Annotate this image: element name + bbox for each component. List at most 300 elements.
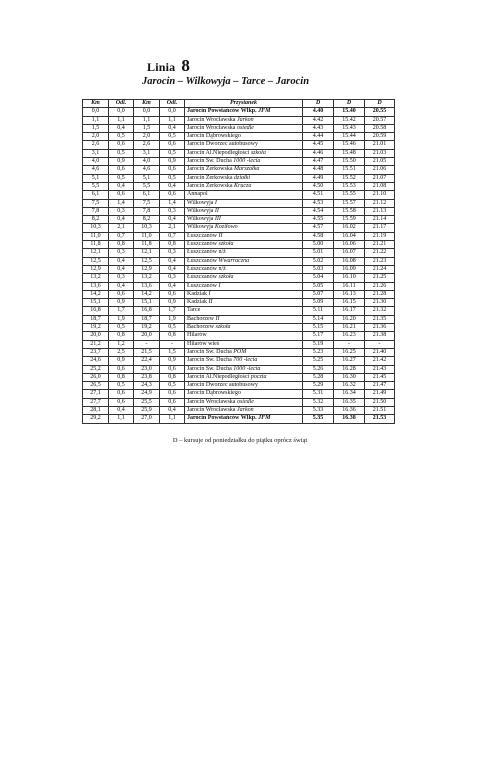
- stop-name-main: Łuszczanów: [187, 257, 219, 264]
- odl-cell: 0,5: [109, 174, 134, 182]
- odl-cell: 0,4: [160, 182, 185, 190]
- departure-time: 21.45: [365, 373, 395, 381]
- departure-time: 4.54: [303, 207, 334, 215]
- departure-time: 4.57: [303, 224, 334, 232]
- odl-cell: 0,3: [109, 207, 134, 215]
- departure-time: 21.40: [365, 348, 395, 356]
- stop-name: [185, 108, 303, 116]
- stop-name: [185, 191, 303, 199]
- km-cell: 20,0: [134, 332, 160, 340]
- km-cell: 18,7: [134, 315, 160, 323]
- departure-time: 16.36: [334, 406, 365, 414]
- stop-name: [185, 398, 303, 406]
- stop-name-main: Jarocin Dąbrowskiego: [187, 133, 241, 140]
- odl-cell: 0,7: [109, 232, 134, 240]
- departure-time: 21.07: [365, 174, 395, 182]
- odl-cell: 0,3: [160, 274, 185, 282]
- odl-cell: 2,1: [160, 224, 185, 232]
- km-cell: 13,2: [83, 274, 109, 282]
- table-row: [83, 207, 395, 215]
- stop-name-detail: Jarkon: [236, 406, 254, 413]
- stop-name-detail: szkoła: [218, 241, 234, 248]
- stop-name-main: Hilarów: [187, 332, 207, 339]
- odl-cell: 0,5: [160, 149, 185, 157]
- km-cell: 16,8: [83, 307, 109, 315]
- stop-name-main: Wilkowyja: [187, 216, 215, 223]
- odl-cell: 1,1: [109, 415, 134, 423]
- departure-time: 16.25: [334, 348, 365, 356]
- col-header-odl-1: Odl.: [109, 100, 134, 108]
- stop-name-main: Hilarów wieś: [187, 340, 220, 347]
- km-cell: 26,5: [83, 382, 109, 390]
- stop-name-main: Wilkowyja: [187, 224, 215, 231]
- departure-time: 5.07: [303, 290, 334, 298]
- departure-time: 15.48: [334, 149, 365, 157]
- odl-cell: 0,4: [160, 406, 185, 414]
- odl-cell: 0,0: [109, 108, 134, 116]
- table-row: [83, 182, 395, 190]
- stop-name-detail: II: [215, 315, 220, 322]
- odl-cell: 1,1: [109, 116, 134, 124]
- km-cell: 15,1: [83, 299, 109, 307]
- departure-time: 21.14: [365, 216, 395, 224]
- km-cell: 16,8: [134, 307, 160, 315]
- km-cell: 23,0: [134, 365, 160, 373]
- stop-name: [185, 340, 303, 348]
- departure-time: 4.55: [303, 216, 334, 224]
- km-cell: 21,2: [83, 340, 109, 348]
- km-cell: 2,6: [134, 141, 160, 149]
- stop-name: [185, 315, 303, 323]
- odl-cell: 0,4: [160, 265, 185, 273]
- odl-cell: 0,6: [160, 166, 185, 174]
- departure-time: 5.00: [303, 241, 334, 249]
- km-cell: 11,0: [134, 232, 160, 240]
- odl-cell: 0,4: [109, 216, 134, 224]
- departure-time: 16.06: [334, 241, 365, 249]
- odl-cell: 0,6: [109, 398, 134, 406]
- departure-time: 4.44: [303, 133, 334, 141]
- odl-cell: 0,9: [160, 158, 185, 166]
- departure-time: 16.28: [334, 365, 365, 373]
- stop-name-detail: 1000 -lecia: [233, 158, 261, 165]
- departure-time: 5.04: [303, 274, 334, 282]
- stop-name-detail: II: [208, 299, 213, 306]
- departure-time: 20.57: [365, 116, 395, 124]
- km-cell: 25,5: [134, 398, 160, 406]
- km-cell: 1,1: [134, 116, 160, 124]
- odl-cell: 0,6: [160, 141, 185, 149]
- departure-time: 5.23: [303, 348, 334, 356]
- stop-name-main: Kadziak: [187, 299, 209, 306]
- km-cell: 25,2: [83, 365, 109, 373]
- odl-cell: 1,9: [160, 315, 185, 323]
- departure-time: 5.33: [303, 406, 334, 414]
- departure-time: 16.21: [334, 324, 365, 332]
- departure-time: 16.10: [334, 274, 365, 282]
- odl-cell: 1,5: [160, 348, 185, 356]
- odl-cell: 0,8: [109, 332, 134, 340]
- km-cell: 24,3: [134, 382, 160, 390]
- departure-time: 21.01: [365, 141, 395, 149]
- col-header-d-1: D: [303, 100, 334, 108]
- odl-cell: 0,6: [160, 398, 185, 406]
- stop-name: [185, 332, 303, 340]
- stop-name: [185, 158, 303, 166]
- table-row: [83, 315, 395, 323]
- departure-time: 4.50: [303, 182, 334, 190]
- departure-time: 15.42: [334, 116, 365, 124]
- col-header-odl-2: Odl.: [160, 100, 185, 108]
- departure-time: 21.53: [365, 415, 395, 423]
- table-row: [83, 332, 395, 340]
- stop-name: [185, 265, 303, 273]
- odl-cell: 0,9: [109, 299, 134, 307]
- departure-time: 16.23: [334, 332, 365, 340]
- stop-name: [185, 373, 303, 381]
- km-cell: 12,5: [134, 257, 160, 265]
- odl-cell: -: [160, 340, 185, 348]
- departure-time: 21.35: [365, 315, 395, 323]
- table-row: [83, 357, 395, 365]
- stop-name-detail: I: [208, 290, 211, 297]
- table-row: [83, 108, 395, 116]
- departure-time: 5.01: [303, 249, 334, 257]
- km-cell: 4,6: [134, 166, 160, 174]
- departure-time: 21.10: [365, 191, 395, 199]
- table-row: [83, 373, 395, 381]
- odl-cell: 0,4: [160, 282, 185, 290]
- stop-name-main: Wilkowyja: [187, 207, 215, 214]
- departure-time: 21.28: [365, 290, 395, 298]
- odl-cell: 0,6: [109, 166, 134, 174]
- stop-name-main: Jarocin Powstańców Wlkp.: [187, 415, 259, 422]
- departure-time: 16.17: [334, 307, 365, 315]
- departure-time: 21.30: [365, 299, 395, 307]
- odl-cell: 0,5: [160, 174, 185, 182]
- departure-time: 15.46: [334, 141, 365, 149]
- stop-name-detail: 1000 -lecia: [233, 365, 261, 372]
- table-row: [83, 415, 395, 423]
- stop-name: [185, 199, 303, 207]
- departure-time: 5.02: [303, 257, 334, 265]
- km-cell: 6,1: [134, 191, 160, 199]
- departure-time: 5.17: [303, 332, 334, 340]
- departure-time: 5.29: [303, 382, 334, 390]
- stop-name: [185, 307, 303, 315]
- col-header-d-3: D: [365, 100, 395, 108]
- stop-name-main: Jarocin Żerkowska: [187, 182, 234, 189]
- col-header-km-2: Km: [134, 100, 160, 108]
- footnote: D – kursuje od poniedziałku do piątku oprócz świąt: [172, 437, 308, 444]
- departure-time: 5.19: [303, 340, 334, 348]
- stop-name: [185, 174, 303, 182]
- departure-time: 21.08: [365, 182, 395, 190]
- stop-name-detail: III: [214, 216, 221, 223]
- odl-cell: 1,4: [109, 199, 134, 207]
- odl-cell: 1,1: [160, 415, 185, 423]
- odl-cell: 0,8: [109, 373, 134, 381]
- departure-time: 20.55: [365, 108, 395, 116]
- stop-name-main: Jarocin Dworzec autobusowy: [187, 382, 258, 389]
- odl-cell: 0,4: [160, 124, 185, 132]
- odl-cell: 0,5: [160, 324, 185, 332]
- km-cell: 12,1: [134, 249, 160, 257]
- stop-name: [185, 241, 303, 249]
- stop-name-detail: poczta: [250, 373, 267, 380]
- departure-time: 15.57: [334, 199, 365, 207]
- table-row: [83, 249, 395, 257]
- stop-name: [185, 365, 303, 373]
- km-cell: 19,2: [134, 324, 160, 332]
- odl-cell: 0,6: [109, 390, 134, 398]
- odl-cell: 0,4: [109, 265, 134, 273]
- stop-name: [185, 390, 303, 398]
- departure-time: 15.52: [334, 174, 365, 182]
- departure-time: 21.43: [365, 365, 395, 373]
- departure-time: 4.42: [303, 116, 334, 124]
- table-row: [83, 241, 395, 249]
- timetable-header: [83, 100, 395, 108]
- stop-name-main: Jarocin Żerkowska: [187, 174, 234, 181]
- stop-name-main: Jarocin Dąbrowskiego: [187, 390, 241, 397]
- departure-time: 5.14: [303, 315, 334, 323]
- km-cell: 5,5: [134, 182, 160, 190]
- odl-cell: 2,1: [109, 224, 134, 232]
- table-row: [83, 365, 395, 373]
- odl-cell: 0,4: [109, 182, 134, 190]
- stop-name-detail: Krucza: [233, 182, 252, 189]
- departure-time: 16.13: [334, 290, 365, 298]
- km-cell: 3,1: [83, 149, 109, 157]
- odl-cell: 1,2: [109, 340, 134, 348]
- km-cell: 12,9: [134, 265, 160, 273]
- odl-cell: 0,6: [109, 191, 134, 199]
- odl-cell: 0,6: [109, 290, 134, 298]
- odl-cell: 0,5: [109, 382, 134, 390]
- departure-time: 21.03: [365, 149, 395, 157]
- table-row: [83, 191, 395, 199]
- stop-name-main: Łuszczanów: [187, 274, 219, 281]
- odl-cell: 0,5: [109, 149, 134, 157]
- departure-time: 4.40: [303, 108, 334, 116]
- km-cell: 27,1: [83, 390, 109, 398]
- departure-time: 5.32: [303, 398, 334, 406]
- km-cell: 7,8: [134, 207, 160, 215]
- odl-cell: 0,5: [160, 133, 185, 141]
- departure-time: 5.28: [303, 373, 334, 381]
- km-cell: 6,1: [83, 191, 109, 199]
- table-row: [83, 340, 395, 348]
- stop-name-main: Łuszczanów: [187, 282, 219, 289]
- km-cell: 2,0: [134, 133, 160, 141]
- departure-time: 21.25: [365, 274, 395, 282]
- odl-cell: 0,3: [160, 207, 185, 215]
- stop-name-detail: 700 -lecia: [233, 357, 258, 364]
- departure-time: 21.12: [365, 199, 395, 207]
- km-cell: 4,0: [83, 158, 109, 166]
- line-label: Linia: [147, 60, 176, 74]
- odl-cell: 1,9: [109, 315, 134, 323]
- odl-cell: 0,6: [109, 365, 134, 373]
- stop-name-detail: JFM: [258, 415, 271, 422]
- table-row: [83, 299, 395, 307]
- odl-cell: 0,5: [109, 324, 134, 332]
- table-row: [83, 158, 395, 166]
- km-cell: 2,6: [83, 141, 109, 149]
- table-row: [83, 133, 395, 141]
- departure-time: 5.05: [303, 282, 334, 290]
- odl-cell: 0,6: [160, 390, 185, 398]
- stop-name: [185, 348, 303, 356]
- table-row: [83, 390, 395, 398]
- stop-name-detail: osiedle: [236, 398, 254, 405]
- km-cell: 10,3: [83, 224, 109, 232]
- departure-time: 16.02: [334, 224, 365, 232]
- route-name: Jarocin – Wilkowyja – Tarce – Jarocin: [142, 76, 310, 87]
- km-cell: 26,0: [83, 373, 109, 381]
- km-cell: 11,8: [83, 241, 109, 249]
- timetable: [82, 99, 395, 424]
- stop-name: [185, 249, 303, 257]
- stop-name-detail: szkoła: [218, 274, 234, 281]
- stop-name-main: Bachorzew: [187, 315, 216, 322]
- departure-time: 16.38: [334, 415, 365, 423]
- km-cell: 0,0: [134, 108, 160, 116]
- departure-time: 5.09: [303, 299, 334, 307]
- departure-time: 21.05: [365, 158, 395, 166]
- km-cell: 27,7: [83, 398, 109, 406]
- table-row: [83, 116, 395, 124]
- stop-name: [185, 182, 303, 190]
- stop-name: [185, 282, 303, 290]
- stop-name-main: Jarocin Wrocławska: [187, 116, 237, 123]
- km-cell: 24,9: [134, 390, 160, 398]
- stop-name-main: Jarocin Dworzec autobusowy: [187, 141, 258, 148]
- km-cell: 11,8: [134, 241, 160, 249]
- departure-time: 4.53: [303, 199, 334, 207]
- km-cell: 10,3: [134, 224, 160, 232]
- km-cell: 5,5: [83, 182, 109, 190]
- stop-name: [185, 406, 303, 414]
- departure-time: 15.44: [334, 133, 365, 141]
- odl-cell: 1,4: [160, 199, 185, 207]
- departure-time: 5.31: [303, 390, 334, 398]
- departure-time: 15.40: [334, 108, 365, 116]
- departure-time: 15.53: [334, 182, 365, 190]
- table-row: [83, 324, 395, 332]
- departure-time: 21.13: [365, 207, 395, 215]
- table-row: [83, 149, 395, 157]
- departure-time: -: [365, 340, 395, 348]
- km-cell: 7,8: [83, 207, 109, 215]
- km-cell: 5,1: [134, 174, 160, 182]
- departure-time: 16.20: [334, 315, 365, 323]
- odl-cell: 0,4: [109, 124, 134, 132]
- table-row: [83, 141, 395, 149]
- km-cell: -: [134, 340, 160, 348]
- stop-name-main: Jarocin Wrocławska: [187, 124, 237, 131]
- km-cell: 13,6: [83, 282, 109, 290]
- stop-name: [185, 133, 303, 141]
- stop-name-detail: II: [214, 207, 219, 214]
- departure-time: 16.11: [334, 282, 365, 290]
- odl-cell: 0,6: [160, 191, 185, 199]
- table-row: [83, 274, 395, 282]
- km-cell: 13,6: [134, 282, 160, 290]
- stop-name: [185, 299, 303, 307]
- km-cell: 1,5: [83, 124, 109, 132]
- departure-time: 21.24: [365, 265, 395, 273]
- departure-time: 16.08: [334, 257, 365, 265]
- stop-name-detail: szkoła: [215, 324, 231, 331]
- km-cell: 24,6: [83, 357, 109, 365]
- table-row: [83, 348, 395, 356]
- km-cell: 14,2: [83, 290, 109, 298]
- departure-time: 21.42: [365, 357, 395, 365]
- departure-time: 20.59: [365, 133, 395, 141]
- km-cell: 22,4: [134, 357, 160, 365]
- km-cell: 4,0: [134, 158, 160, 166]
- departure-time: 4.51: [303, 191, 334, 199]
- stop-name: [185, 290, 303, 298]
- departure-time: 21.50: [365, 398, 395, 406]
- departure-time: 21.17: [365, 224, 395, 232]
- table-row: [83, 282, 395, 290]
- km-cell: 1,5: [134, 124, 160, 132]
- departure-time: 21.06: [365, 166, 395, 174]
- departure-time: 21.38: [365, 332, 395, 340]
- departure-time: 21.22: [365, 249, 395, 257]
- odl-cell: 0,9: [160, 357, 185, 365]
- table-row: [83, 232, 395, 240]
- stop-name-detail: I: [218, 282, 221, 289]
- departure-time: 15.59: [334, 216, 365, 224]
- departure-time: 5.15: [303, 324, 334, 332]
- odl-cell: 0,6: [160, 290, 185, 298]
- departure-time: 4.58: [303, 232, 334, 240]
- table-row: [83, 199, 395, 207]
- table-row: [83, 406, 395, 414]
- departure-time: 5.26: [303, 365, 334, 373]
- stop-name: [185, 141, 303, 149]
- departure-time: 4.46: [303, 149, 334, 157]
- stop-name-main: Łuszczanów n/ż: [187, 249, 226, 256]
- col-header-stop: Przystanek: [185, 100, 303, 108]
- departure-time: 21.36: [365, 324, 395, 332]
- stop-name-main: Kadziak: [187, 290, 209, 297]
- stop-name-main: Bachorzew: [187, 324, 216, 331]
- stop-name-main: Annapol: [187, 191, 208, 198]
- departure-time: 16.34: [334, 390, 365, 398]
- departure-time: 16.32: [334, 382, 365, 390]
- stop-name-detail: Marszałka: [233, 166, 260, 173]
- odl-cell: 1,1: [160, 116, 185, 124]
- km-cell: 28,1: [83, 406, 109, 414]
- stop-name-detail: JFM: [258, 108, 271, 115]
- stop-name-main: Jarocin Sw. Ducha: [187, 158, 234, 165]
- km-cell: 7,5: [83, 199, 109, 207]
- km-cell: 2,0: [83, 133, 109, 141]
- table-row: [83, 216, 395, 224]
- departure-time: 4.45: [303, 141, 334, 149]
- departure-time: 15.55: [334, 191, 365, 199]
- departure-time: 5.35: [303, 415, 334, 423]
- departure-time: 4.49: [303, 174, 334, 182]
- col-header-km-1: Km: [83, 100, 109, 108]
- stop-name-main: Jarocin Św. Ducha: [187, 348, 234, 355]
- stop-name: [185, 207, 303, 215]
